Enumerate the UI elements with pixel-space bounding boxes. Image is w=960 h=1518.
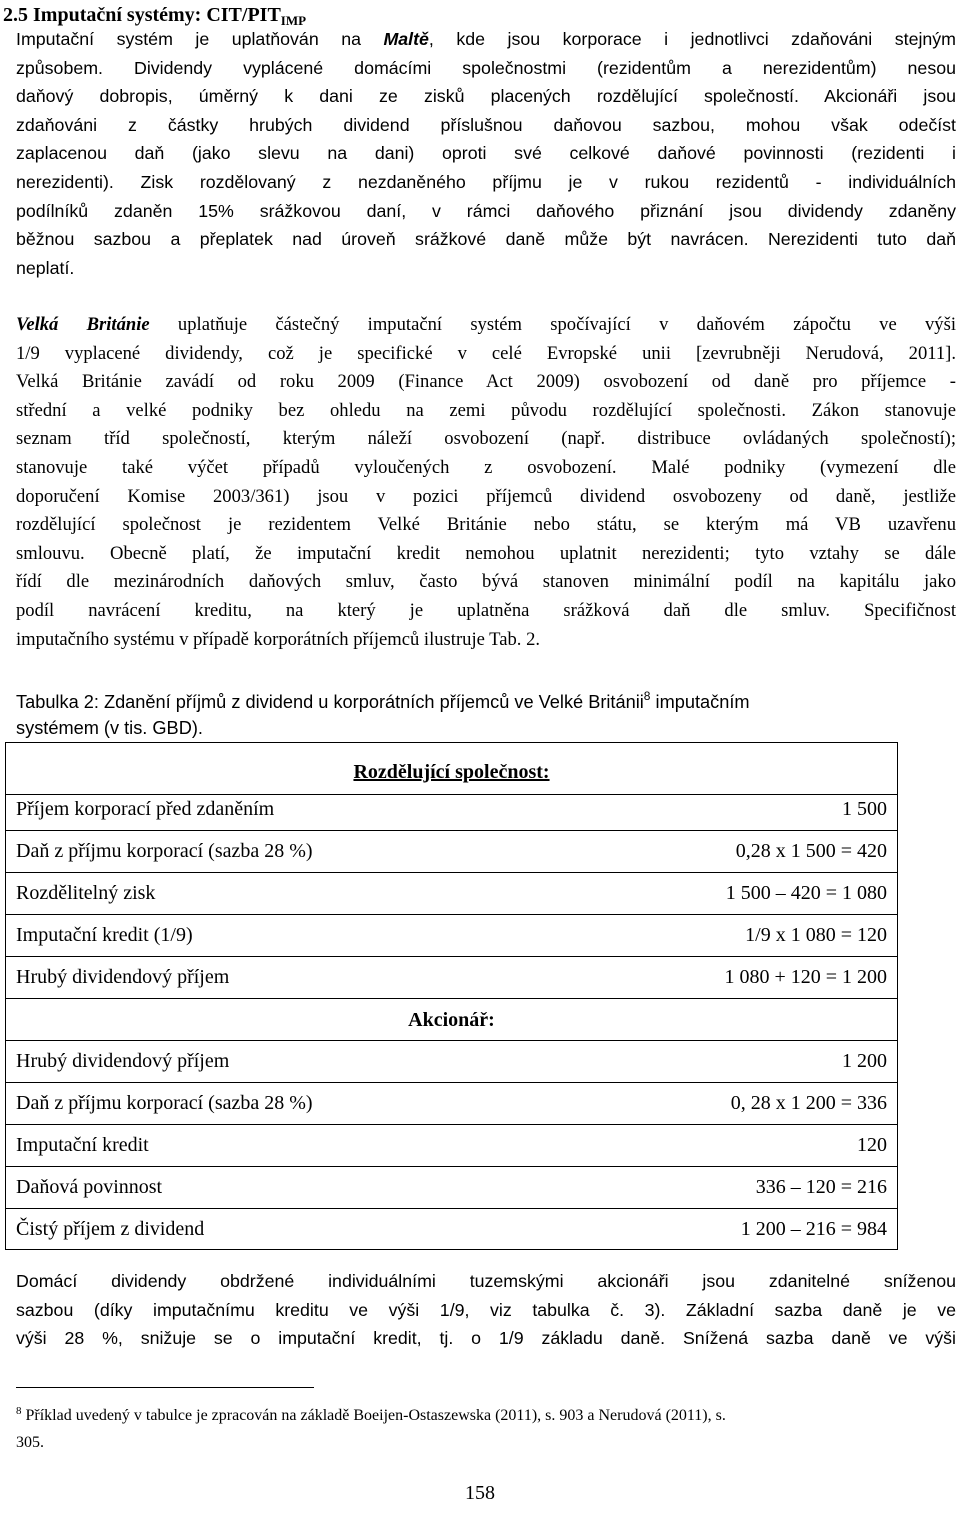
paragraph-line: Domácí dividendy obdržené individuálními tuzemskými akcionáři jsou zdanitelné sníženou (16, 1271, 956, 1291)
paragraph-line: podílníků zdaněn 15% srážkovou daní, v rámci daňového přiznání jsou dividendy zdaněny (16, 200, 956, 221)
paragraph-line: řídí dle mezinárodních daňových smluv, často bývá stanoven minimální podíl na kapitálu jako (16, 571, 956, 593)
table-row-value: 120 (857, 1134, 887, 1156)
paragraph-line: imputačního systému v případě korporátních příjemců ilustruje Tab. 2. (16, 628, 541, 650)
table-row-value: 1 200 – 216 = 984 (740, 1218, 887, 1240)
table-rule (6, 872, 897, 873)
paragraph-line: podíl navrácení kreditu, na který je uplatněna srážková daň dle smluv. Specifičnost (16, 599, 956, 621)
paragraph-line: neplatí. (16, 257, 75, 278)
table-row-label: Daňová povinnost (16, 1176, 163, 1198)
table-row-value: 336 – 120 = 216 (755, 1176, 887, 1198)
paragraph-domestic-dividends (16, 1267, 956, 1353)
table-row-value: 1/9 x 1 080 = 120 (745, 924, 887, 946)
table-row (16, 966, 887, 996)
paragraph-line: Imputační systém je uplatňován na Maltě, kde jsou korporace i jednotlivci zdaňováni stejným (16, 29, 956, 49)
paragraph-line: zaplacenou daň (jako slevu na dani) oproti své celkové daňové povinnosti (rezidenti i (16, 143, 956, 164)
paragraph-line: sazbou (díky imputačnímu kreditu ve výši 1/9, viz tabulka č. 3). Základní sazba daně je ve (16, 1299, 956, 1320)
table-row (16, 1050, 887, 1080)
table-caption-text: Tabulka 2: Zdanění příjmů z dividend u korporátních příjemců ve Velké Británii (16, 692, 644, 712)
paragraph-line: běžnou sazbou a přeplatek nad úroveň srážkové daně může být navrácen. Nerezidenti tuto daň (16, 229, 956, 250)
paragraph-line: střední a velké podniky bez ohledu na zemi původu rozdělující společnosti. Zákon stanovuje (16, 399, 956, 421)
footnote (16, 1398, 956, 1456)
table-rule (6, 1082, 897, 1083)
table-row-label: Imputační kredit (16, 1134, 149, 1156)
table-row-value: 1 500 – 420 = 1 080 (725, 882, 887, 904)
dividend-taxation-table (5, 742, 898, 1250)
paragraph-line: rozdělující společnost je rezidentem Velké Británie nebo státu, se kterým má VB uzavřenu (16, 514, 956, 536)
table-row-value: 1 200 (842, 1050, 887, 1072)
paragraph-line: Velká Británie zavádí od roku 2009 (Finance Act 2009) osvobození od daně pro příjemce - (16, 371, 956, 393)
paragraph-line: způsobem. Dividendy vyplácené domácími společnostmi (rezidentům a nerezidentům) nesou (16, 57, 956, 78)
table-row-label: Daň z příjmu korporací (sazba 28 %) (16, 840, 313, 862)
table-row (16, 882, 887, 912)
table-caption (16, 683, 956, 741)
footnote-reference: 8 (643, 689, 651, 703)
footnote-text: Příklad uvedený v tabulce je zpracován na základě Boeijen-Ostaszewska (2011), s. 903 a Nerudová (2011), s. (21, 1407, 726, 1424)
table-rule (6, 956, 897, 957)
paragraph-line: nerezidenti). Zisk rozdělovaný z nezdaněného příjmu je v rukou rezidentů - individuálních (16, 171, 956, 192)
table-row-value: 1 500 (842, 798, 887, 820)
table-row (16, 924, 887, 954)
table-caption-text-after: imputačním (650, 692, 750, 712)
paragraph-line: stanovuje také výčet případů vyloučených z osvobození. Malé podniky (vymezení dle (16, 456, 956, 478)
table-row (16, 798, 887, 828)
table-row-label: Rozdělitelný zisk (16, 882, 156, 904)
footnote-text-line2: 305. (16, 1434, 44, 1451)
paragraph-line: smlouvu. Obecně platí, že imputační kredit nemohou uplatnit nerezidenti; tyto vztahy se dále (16, 542, 956, 564)
table-section-title: Akcionář: (408, 1009, 495, 1031)
table-row-label: Hrubý dividendový příjem (16, 1050, 230, 1072)
table-row-value: 0, 28 x 1 200 = 336 (730, 1092, 887, 1114)
paragraph-line: doporučení Komise 2003/361) jsou v pozici příjemců dividend osvobozeny od daně, jestliže (16, 485, 956, 507)
table-row-value: 0,28 x 1 500 = 420 (735, 840, 887, 862)
page-number: 158 (465, 1482, 495, 1504)
table-row-label: Daň z příjmu korporací (sazba 28 %) (16, 1092, 313, 1114)
table-row (16, 1176, 887, 1206)
table-row-label: Příjem korporací před zdaněním (16, 798, 275, 820)
table-row (16, 1092, 887, 1122)
footnote-number: 8 (16, 1405, 22, 1417)
paragraph-line: výši 28 %, snižuje se o imputační kredit, tj. o 1/9 základu daně. Snížená sazba daně ve výši (16, 1328, 956, 1349)
table-rule (6, 998, 897, 999)
table-row (16, 840, 887, 870)
table-row-label: Hrubý dividendový příjem (16, 966, 230, 988)
table-rule (6, 794, 897, 795)
table-rule (6, 914, 897, 915)
table-caption-line2: systémem (v tis. GBD). (16, 718, 203, 738)
table-section-title: Rozdělující společnost: (353, 761, 550, 783)
table-row (16, 1134, 887, 1164)
table-rule (6, 1208, 897, 1209)
table-row-value: 1 080 + 120 = 1 200 (724, 966, 887, 988)
paragraph-malta (16, 25, 956, 282)
table-rule (6, 1040, 897, 1041)
paragraph-uk (16, 311, 956, 654)
paragraph-line: daňový dobropis, úměrný k dani ze zisků placených rozdělující společností. Akcionáři jsou (16, 86, 956, 107)
paragraph-line: seznam tříd společností, kterým náleží osvobození (např. distribuce ovládaných společností); (16, 428, 956, 450)
paragraph-line: zdaňováni z částky hrubých dividend příslušnou daňovou sazbou, mohou však odečíst (16, 114, 956, 135)
section-heading-subscript: IMP (280, 13, 307, 28)
paragraph-line: 1/9 vyplacené dividendy, což je specifické v celé Evropské unii [zevrubněji Nerudová, 2011]. (16, 342, 956, 364)
table-row-label: Imputační kredit (1/9) (16, 924, 193, 946)
table-rule (6, 1124, 897, 1125)
table-rule (6, 830, 897, 831)
section-heading-text: 2.5 Imputační systémy: CIT/PIT (3, 4, 281, 26)
paragraph-line: Velká Británie uplatňuje částečný imputační systém spočívající v daňovém zápočtu ve výši (16, 314, 956, 335)
footnote-separator (16, 1387, 314, 1388)
table-row-label: Čistý příjem z dividend (16, 1218, 205, 1240)
table-row (16, 1218, 887, 1248)
table-rule (6, 1166, 897, 1167)
